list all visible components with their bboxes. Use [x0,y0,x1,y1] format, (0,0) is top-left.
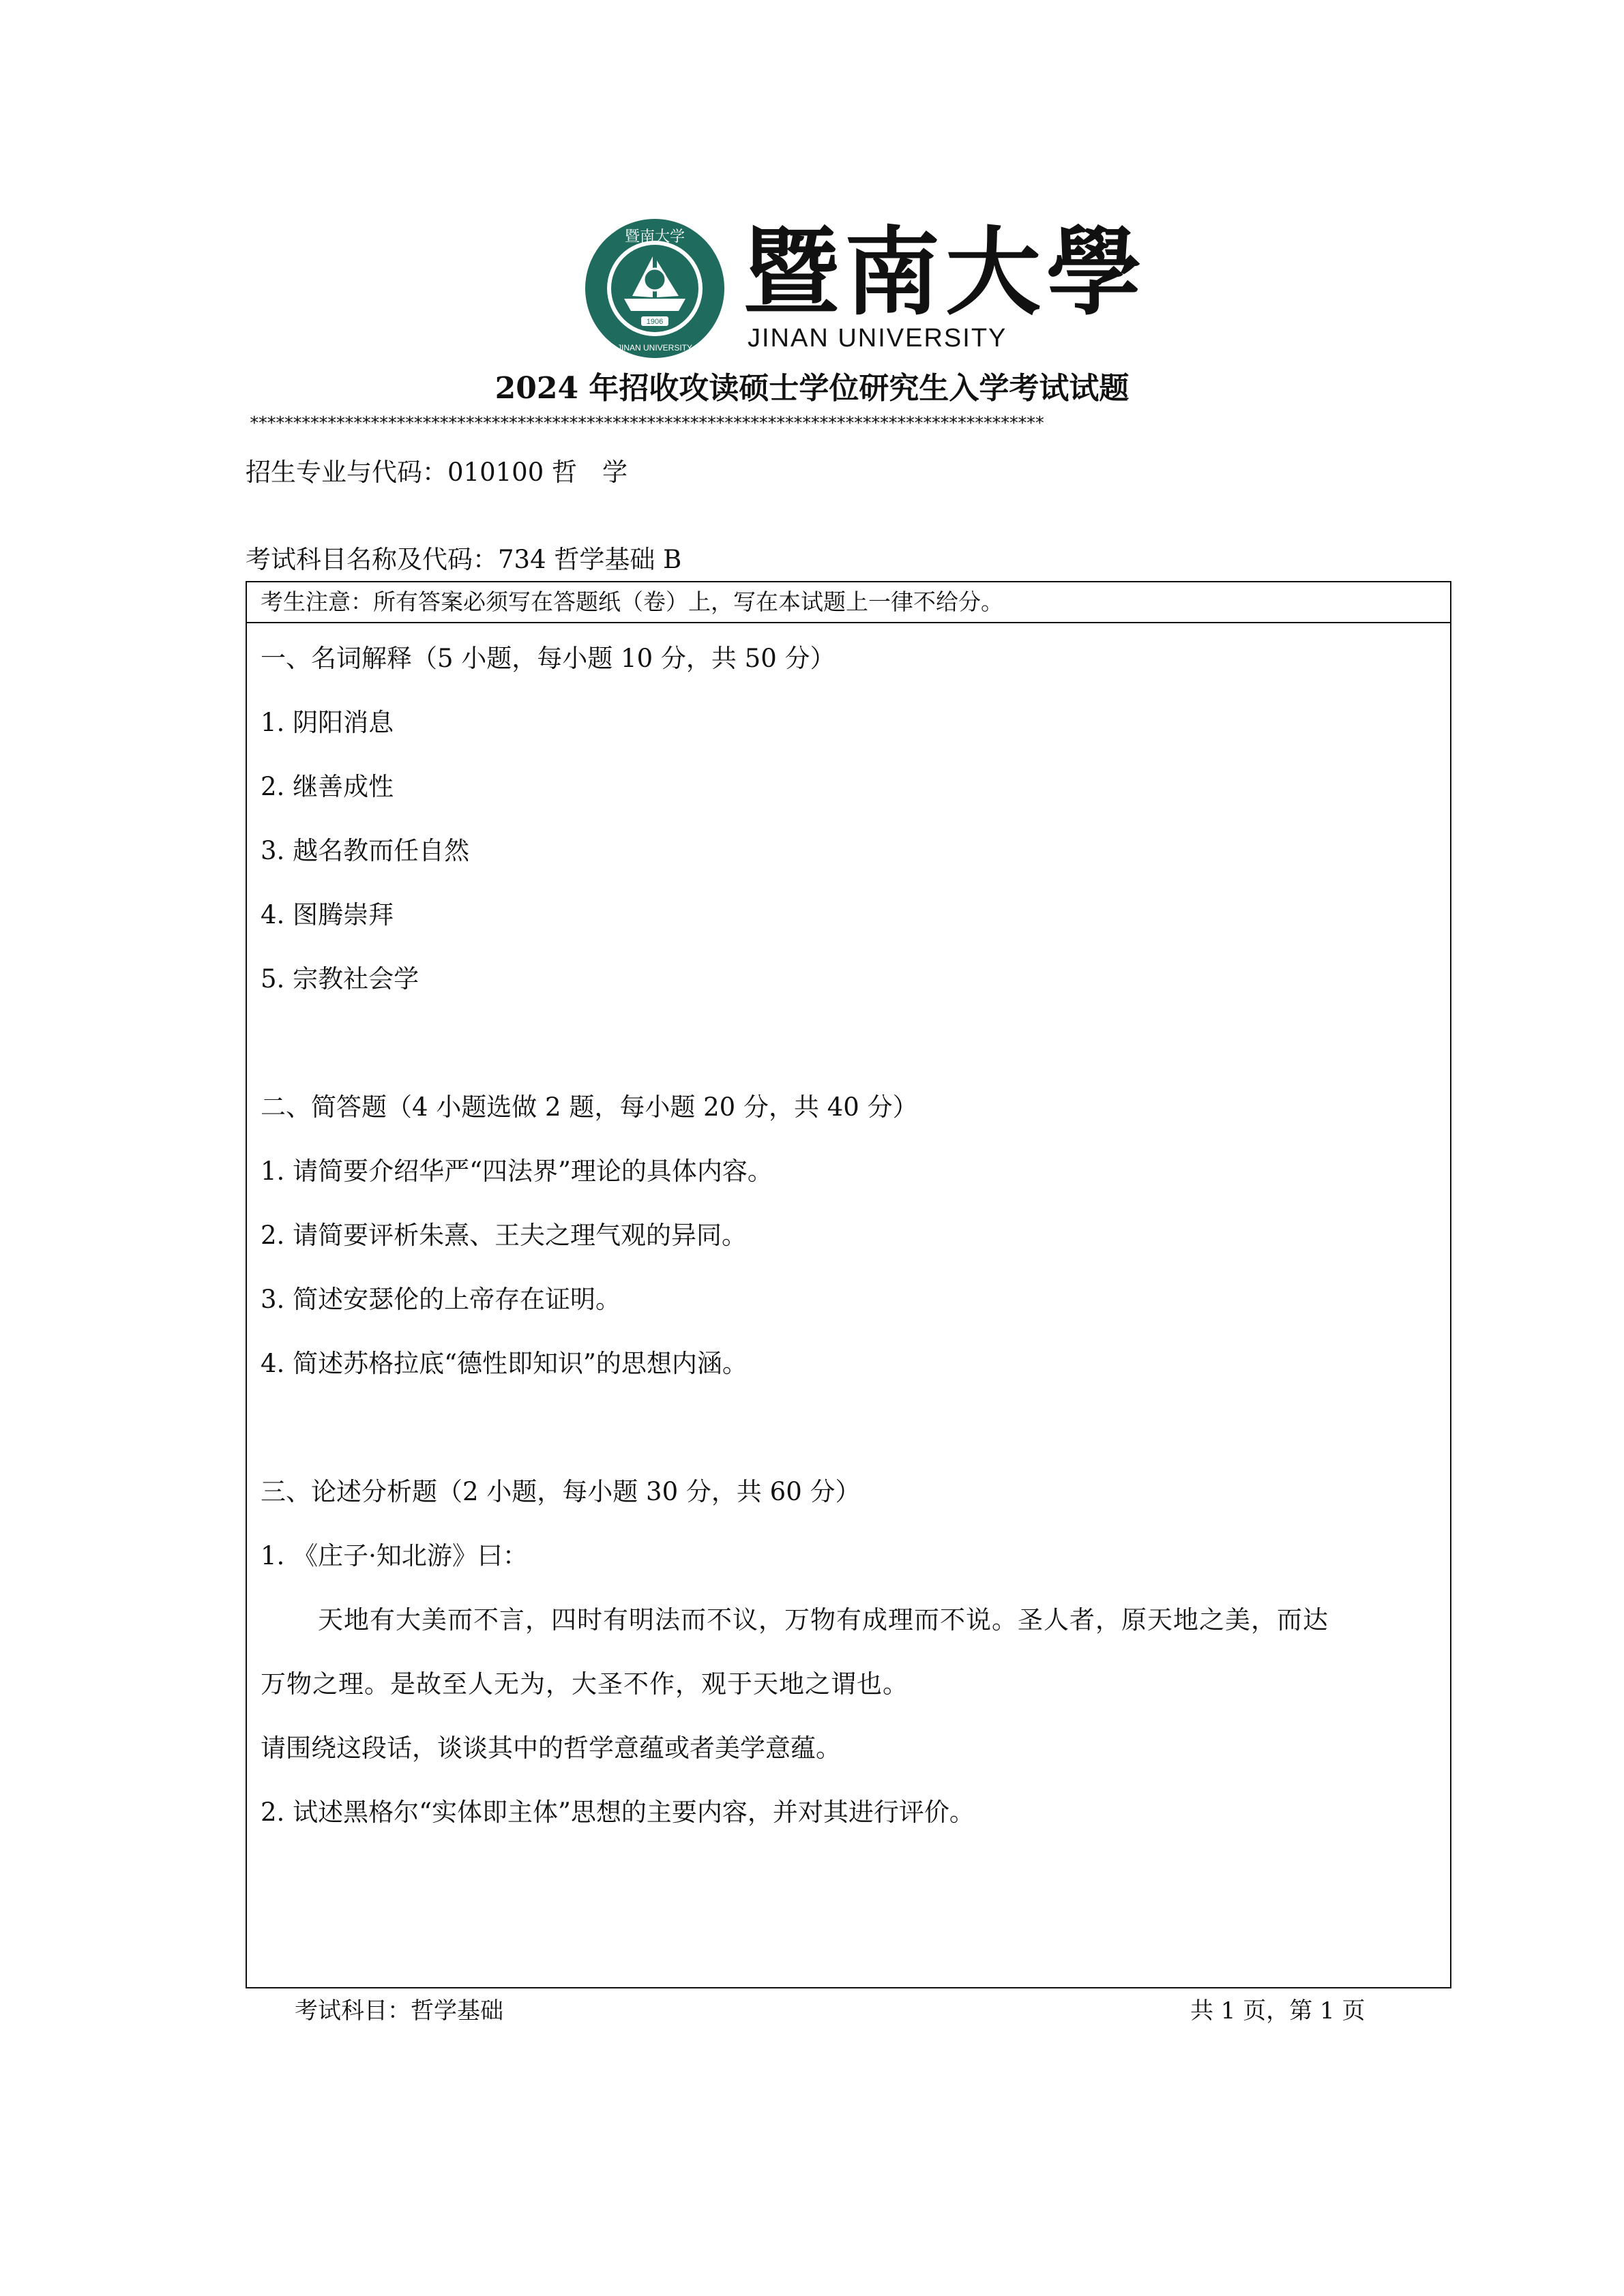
footer-subject: 考试科目：哲学基础 [295,1997,503,2025]
quote-line-1: 天地有大美而不言，四时有明法而不议，万物有成理而不说。圣人者，原天地之美，而达 [318,1605,1329,1635]
major-code: 招生专业与代码：010100 哲 学 [246,458,628,487]
footer-page-number: 共 1 页，第 1 页 [1190,1997,1365,2025]
seal-cn-text: 暨南大学 [624,228,685,245]
university-seal-logo [583,217,726,360]
list-item: 1. 请简要介绍华严“四法界”理论的具体内容。 [261,1157,773,1186]
list-item: 4. 图腾崇拜 [261,900,394,929]
notice-text: 考生注意：所有答案必须写在答题纸（卷）上，写在本试题上一律不给分。 [261,588,1003,615]
section-1-heading: 一、名词解释（5 小题，每小题 10 分，共 50 分） [261,644,836,673]
quote-line-2: 万物之理。是故至人无为，大圣不作，观于天地之谓也。 [261,1669,909,1699]
list-item: 1. 阴阳消息 [261,708,394,737]
university-name-en: JINAN UNIVERSITY [748,324,1007,353]
subject-code: 考试科目名称及代码：734 哲学基础 B [246,545,682,574]
question-1-title: 1. 《庄子·知北游》曰： [261,1541,528,1570]
exam-title: 2024 年招收攻读硕士学位研究生入学考试试题 [494,371,1130,406]
section-2-heading: 二、简答题（4 小题选做 2 题，每小题 20 分，共 40 分） [261,1092,918,1122]
list-item: 4. 简述苏格拉底“德性即知识”的思想内涵。 [261,1349,748,1378]
section-3-heading: 三、论述分析题（2 小题，每小题 30 分，共 60 分） [261,1477,861,1506]
seal-en-text: JINAN UNIVERSITY [617,343,693,353]
university-name-cn: 暨南大學 [743,217,1148,329]
list-item: 3. 简述安瑟伦的上帝存在证明。 [261,1285,621,1314]
list-item: 2. 继善成性 [261,772,394,801]
question-2: 2. 试述黑格尔“实体即主体”思想的主要内容，并对其进行评价。 [261,1798,975,1827]
list-item: 5. 宗教社会学 [261,964,419,994]
seal-year: 1906 [646,318,664,326]
separator-stars: ******************************************************************************************** [249,413,1044,434]
list-item: 3. 越名教而任自然 [261,836,470,865]
list-item: 2. 请简要评析朱熹、王夫之理气观的异同。 [261,1221,748,1250]
question-1-prompt: 请围绕这段话，谈谈其中的哲学意蕴或者美学意蕴。 [261,1733,841,1763]
